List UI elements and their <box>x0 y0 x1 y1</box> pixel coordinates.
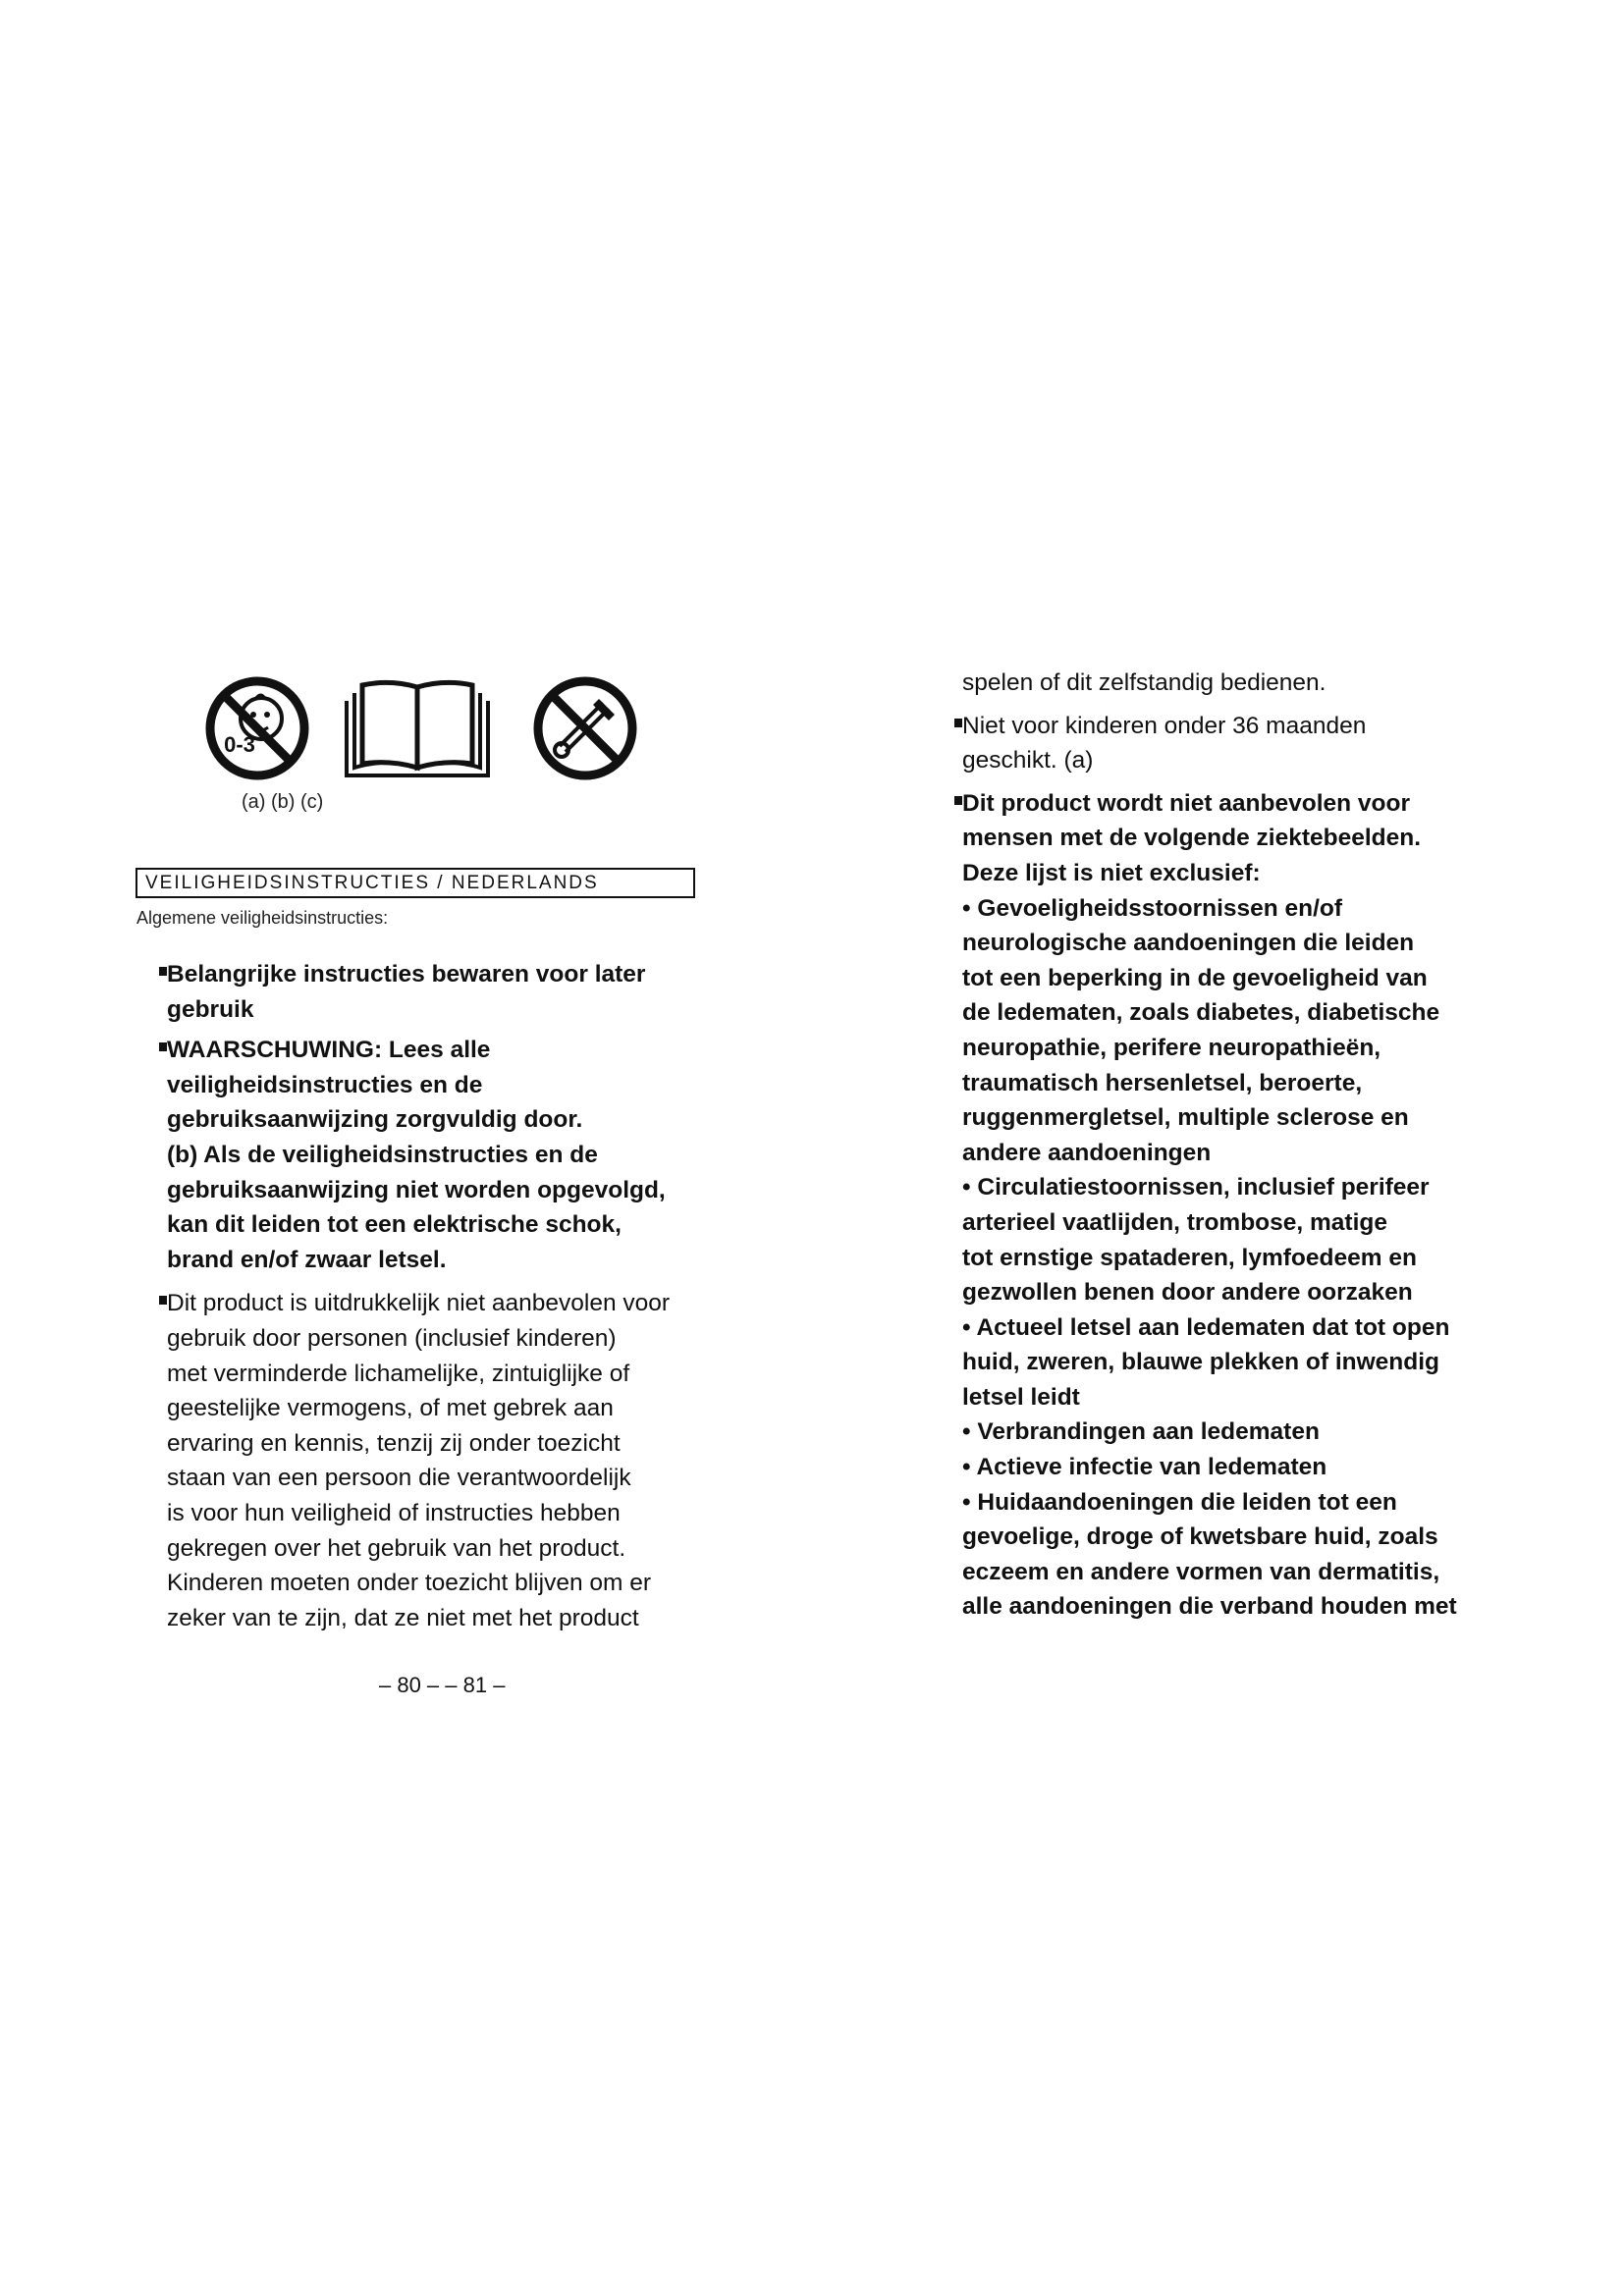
read-manual-icon <box>339 673 496 783</box>
text-line: arterieel vaatlijden, trombose, matige <box>962 1208 1387 1236</box>
text-line: • Verbrandingen aan ledematen <box>962 1418 1320 1446</box>
text-line: Kinderen moeten onder toezicht blijven om er <box>167 1570 652 1597</box>
text-line: de ledematen, zoals diabetes, diabetische <box>962 999 1440 1027</box>
text-line: gebruiksaanwijzing niet worden opgevolgd, <box>167 1176 666 1203</box>
text-line: • Circulatiestoornissen, inclusief perifeer <box>962 1174 1430 1201</box>
text-line: gebruiksaanwijzing zorgvuldig door. <box>167 1106 583 1134</box>
text-line: Dit product is uitdrukkelijk niet aanbevolen voor <box>167 1290 671 1317</box>
text-line: neurologische aandoeningen die leiden <box>962 930 1415 957</box>
text-line: WAARSCHUWING: Lees alle <box>167 1037 491 1064</box>
text-line: gezwollen benen door andere oorzaken <box>962 1279 1413 1307</box>
sub-heading: Algemene veiligheidsinstructies: <box>136 908 389 928</box>
text-line: letsel leidt <box>962 1383 1080 1411</box>
text-line: traumatisch hersenletsel, beroerte, <box>962 1069 1363 1096</box>
text-line: eczeem en andere vormen van dermatitis, <box>962 1558 1440 1585</box>
text-line: Dit product wordt niet aanbevolen voor <box>962 789 1411 817</box>
text-line: Deze lijst is niet exclusief: <box>962 859 1261 886</box>
warning-pictograms <box>202 673 638 781</box>
list-item <box>167 1286 717 1635</box>
text-line: met verminderde lichamelijke, zintuiglijke of <box>167 1360 630 1387</box>
age-badge: 0-3 <box>224 732 255 757</box>
list-item <box>167 957 717 1027</box>
square-bullet-icon <box>159 1042 167 1051</box>
list-item <box>167 1033 717 1277</box>
square-bullet-icon <box>159 967 167 976</box>
page-numbers: – 80 – – 81 – <box>379 1673 506 1697</box>
text-line: ervaring en kennis, tenzij zij onder toezicht <box>167 1429 621 1457</box>
text-line: is voor hun veiligheid of instructies hebben <box>167 1499 621 1526</box>
text-line: • Huidaandoeningen die leiden tot een <box>962 1488 1397 1516</box>
text-line: gebruik door personen (inclusief kinderen) <box>167 1324 617 1352</box>
text-line: andere aandoeningen <box>962 1139 1212 1166</box>
left-column <box>167 957 717 1643</box>
text-line: brand en/of zwaar letsel. <box>167 1246 447 1273</box>
list-item <box>962 786 1512 1625</box>
text-line: gevoelige, droge of kwetsbare huid, zoals <box>962 1523 1438 1551</box>
section-title: VEILIGHEIDSINSTRUCTIES / NEDERLANDS <box>135 868 695 898</box>
text-line: Niet voor kinderen onder 36 maanden <box>962 712 1367 739</box>
text-line: Belangrijke instructies bewaren voor later <box>167 961 646 988</box>
text-line: (b) Als de veiligheidsinstructies en de <box>167 1141 598 1168</box>
text-line: • Actueel letsel aan ledematen dat tot open <box>962 1313 1450 1341</box>
text-line: geschikt. (a) <box>962 747 1094 774</box>
text-line: mensen met de volgende ziektebeelden. <box>962 825 1422 852</box>
right-column <box>962 666 1512 1632</box>
text-line: zeker van te zijn, dat ze niet met het product <box>167 1604 639 1631</box>
square-bullet-icon <box>159 1296 167 1305</box>
text-line: geestelijke vermogens, of met gebrek aan <box>167 1395 614 1422</box>
pictogram-caption: (a) (b) (c) <box>242 791 324 813</box>
text-line: staan van een persoon die verantwoordelijk <box>167 1465 631 1492</box>
text-line: tot een beperking in de gevoeligheid van <box>962 964 1428 991</box>
text-line: tot ernstige spataderen, lymfoedeem en <box>962 1244 1417 1271</box>
text-line: veiligheidsinstructies en de <box>167 1071 483 1098</box>
no-children-0-3-icon <box>202 673 312 783</box>
text-line: huid, zweren, blauwe plekken of inwendig <box>962 1349 1439 1376</box>
text-line: alle aandoeningen die verband houden met <box>962 1593 1457 1621</box>
text-line: spelen of dit zelfstandig bedienen. <box>962 669 1326 696</box>
text-line: gebruik <box>167 995 254 1023</box>
text-line: • Gevoeligheidsstoornissen en/of <box>962 894 1343 922</box>
text-line: neuropathie, perifere neuropathieën, <box>962 1034 1381 1061</box>
text-line: • Actieve infectie van ledematen <box>962 1454 1327 1481</box>
text-line: kan dit leiden tot een elektrische schok, <box>167 1211 622 1239</box>
no-safety-pin-icon <box>530 673 640 783</box>
text-line: gekregen over het gebruik van het product. <box>167 1534 626 1562</box>
square-bullet-icon <box>954 796 962 805</box>
text-line: ruggenmergletsel, multiple sclerose en <box>962 1104 1409 1132</box>
list-item <box>962 709 1512 778</box>
continuation-text <box>962 666 1512 701</box>
square-bullet-icon <box>954 719 962 727</box>
